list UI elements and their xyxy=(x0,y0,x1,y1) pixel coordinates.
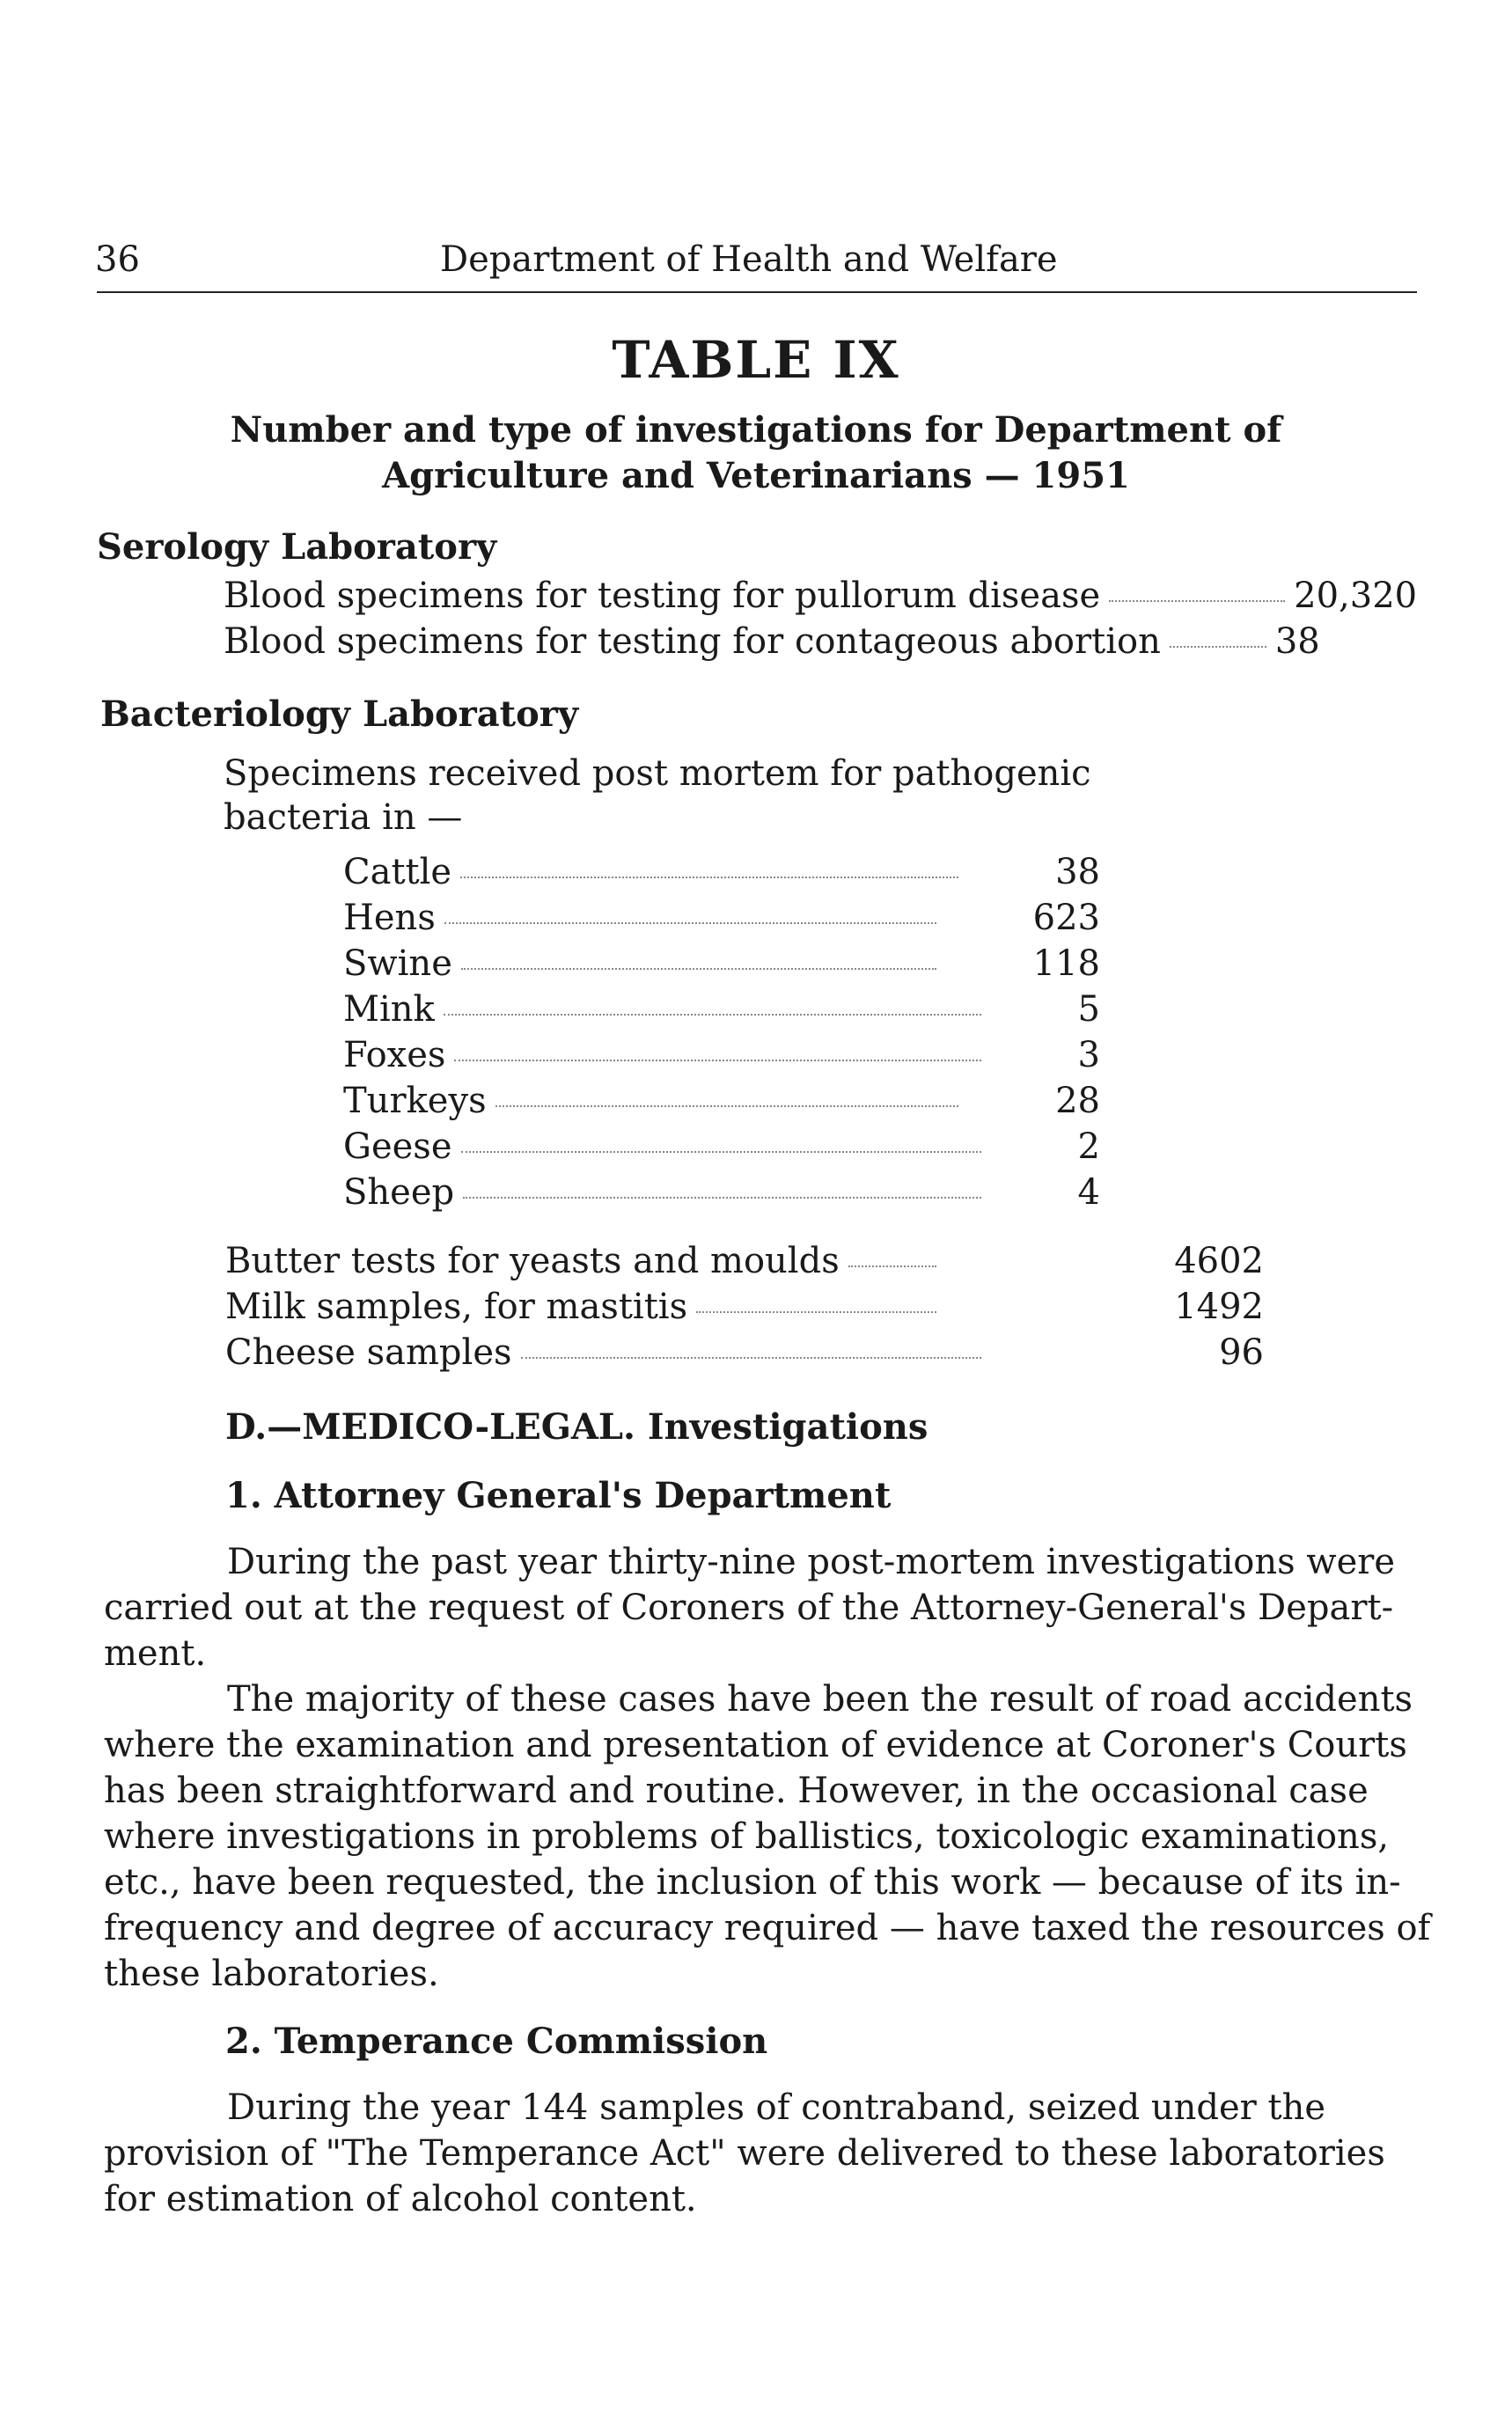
row-label: Blood specimens for testing for contageous abortion xyxy=(224,621,1161,662)
leader-dots xyxy=(444,1014,981,1016)
running-title: Department of Health and Welfare xyxy=(440,239,1058,280)
row-label: Hens xyxy=(343,898,436,938)
row-value: 96 xyxy=(1219,1332,1264,1373)
test-row xyxy=(225,1332,1264,1373)
bacteriology-heading: Bacteriology Laboratory xyxy=(100,693,579,735)
row-label: Cheese samples xyxy=(225,1332,512,1373)
row-label: Milk samples, for mastitis xyxy=(225,1287,688,1327)
row-value: 20,320 xyxy=(1294,576,1418,616)
paragraph-line: these laboratories. xyxy=(104,1954,439,1994)
leader-dots xyxy=(461,968,936,970)
row-value: 38 xyxy=(1055,852,1100,892)
paragraph-line: where the examination and presentation of evidence at Coroner's Courts xyxy=(104,1725,1407,1765)
row-value: 2 xyxy=(1077,1126,1100,1167)
table-subtitle-line1: Number and type of investigations for Department of xyxy=(230,409,1282,451)
paragraph-line: During the past year thirty-nine post-mortem investigations were xyxy=(227,1542,1396,1582)
paragraph-line: During the year 144 samples of contraband, seized under the xyxy=(227,2087,1326,2128)
paragraph-line: etc., have been requested, the inclusion of this work — because of its in- xyxy=(104,1862,1401,1903)
animal-row xyxy=(343,1172,1100,1213)
row-value: 38 xyxy=(1274,621,1320,662)
animal-row xyxy=(343,898,1100,938)
serology-row xyxy=(224,576,1420,616)
leader-dots xyxy=(696,1311,936,1313)
animal-row xyxy=(343,943,1100,984)
row-label: Blood specimens for testing for pullorum disease xyxy=(224,576,1101,616)
row-value: 4 xyxy=(1077,1172,1100,1213)
table-subtitle-line2: Agriculture and Veterinarians — 1951 xyxy=(382,455,1130,496)
paragraph-line: carried out at the request of Coroners of the Attorney-General's Depart- xyxy=(104,1588,1394,1628)
row-value: 1492 xyxy=(1174,1287,1264,1327)
leader-dots xyxy=(1109,600,1285,602)
header-rule xyxy=(97,291,1417,293)
paragraph-line: for estimation of alcohol content. xyxy=(104,2179,697,2219)
row-value: 3 xyxy=(1077,1035,1100,1075)
row-label: Swine xyxy=(343,943,452,984)
leader-dots xyxy=(460,877,958,878)
animal-row xyxy=(343,989,1100,1030)
row-value: 28 xyxy=(1055,1081,1100,1121)
bacteriology-intro-line2: bacteria in — xyxy=(224,797,463,838)
row-label: Geese xyxy=(343,1126,452,1167)
row-value: 5 xyxy=(1077,989,1100,1030)
leader-dots xyxy=(454,1060,980,1061)
serology-heading: Serology Laboratory xyxy=(97,526,497,568)
paragraph-line: The majority of these cases have been the result of road accidents xyxy=(227,1679,1413,1720)
paragraph-line: frequency and degree of accuracy required — have taxed the resources of xyxy=(104,1908,1431,1948)
row-label: Butter tests for yeasts and moulds xyxy=(225,1241,840,1281)
animal-row xyxy=(343,1035,1100,1075)
medico-legal-heading: D.—MEDICO-LEGAL. Investigations xyxy=(225,1406,928,1448)
test-row xyxy=(225,1241,1264,1281)
leader-dots xyxy=(848,1265,936,1267)
leader-dots xyxy=(1170,646,1266,648)
paragraph-line: provision of "The Temperance Act" were delivered to these laboratories xyxy=(104,2133,1385,2174)
row-label: Sheep xyxy=(343,1172,455,1213)
row-value: 623 xyxy=(1032,898,1100,938)
row-label: Cattle xyxy=(343,852,452,892)
test-row xyxy=(225,1287,1264,1327)
row-label: Foxes xyxy=(343,1035,446,1075)
serology-row xyxy=(224,621,1420,662)
page-number: 36 xyxy=(95,239,140,280)
row-label: Mink xyxy=(343,989,435,1030)
leader-dots xyxy=(461,1151,981,1153)
table-title: TABLE IX xyxy=(612,330,900,390)
leader-dots xyxy=(495,1105,958,1107)
row-value: 4602 xyxy=(1174,1241,1264,1281)
leader-dots xyxy=(521,1357,982,1359)
temperance-heading: 2. Temperance Commission xyxy=(225,2021,768,2062)
row-value: 118 xyxy=(1032,943,1100,984)
leader-dots xyxy=(463,1197,980,1199)
paragraph-line: ment. xyxy=(104,1633,207,1674)
paragraph-line: has been straightforward and routine. However, in the occasional case xyxy=(104,1771,1369,1811)
leader-dots xyxy=(444,922,936,924)
animal-row xyxy=(343,852,1100,892)
animal-row xyxy=(343,1126,1100,1167)
bacteriology-intro-line1: Specimens received post mortem for pathogenic xyxy=(224,753,1091,794)
row-label: Turkeys xyxy=(343,1081,487,1121)
animal-row xyxy=(343,1081,1100,1121)
attorney-general-heading: 1. Attorney General's Department xyxy=(225,1475,892,1516)
paragraph-line: where investigations in problems of ballistics, toxicologic examinations, xyxy=(104,1816,1390,1857)
